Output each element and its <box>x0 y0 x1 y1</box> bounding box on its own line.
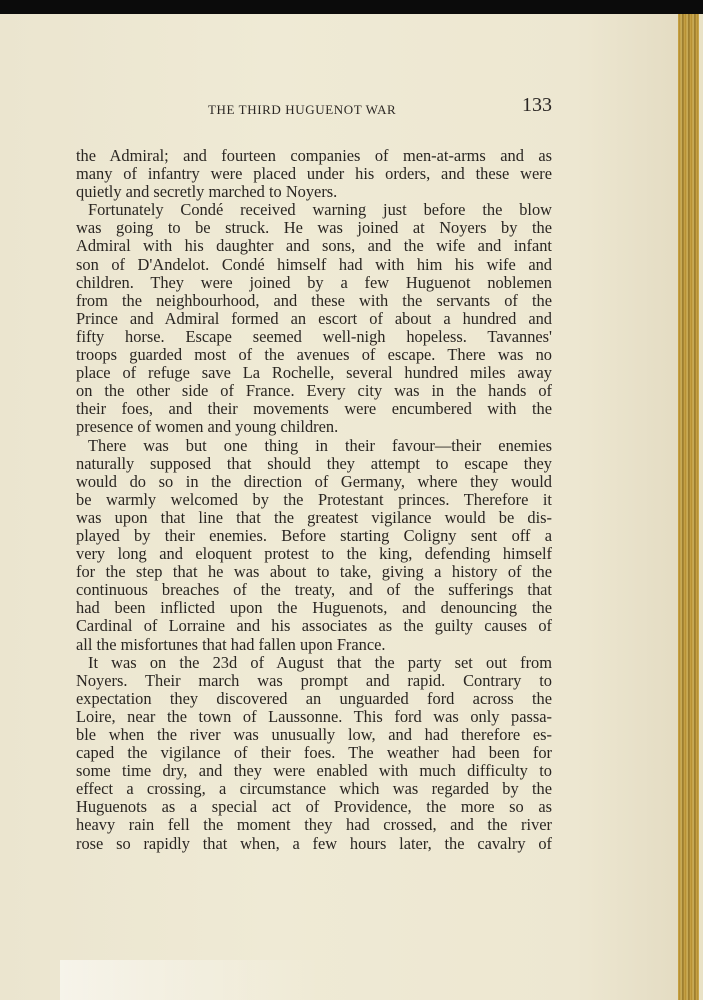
text-line: son of D'Andelot. Condé himself had with him his wife and <box>76 254 552 274</box>
text-line: ble when the river was unusually low, and had therefore es- <box>76 725 552 744</box>
text-line: Noyers. Their march was prompt and rapid. Contrary to <box>76 670 552 690</box>
text-line: would do so in the direction of Germany, where they would <box>76 471 552 491</box>
page-number: 133 <box>522 94 552 116</box>
text-line: be warmly welcomed by the Protestant princes. Therefore it <box>76 489 552 509</box>
text-line: the Admiral; and fourteen companies of men-at-arms and as <box>76 146 552 165</box>
text-line: naturally supposed that should they attempt to escape they <box>76 453 552 473</box>
text-line: children. They were joined by a few Huguenot noblemen <box>76 272 552 292</box>
text-line: effect a crossing, a circumstance which was regarded by the <box>76 779 552 799</box>
text-line: presence of women and young children. <box>76 417 339 437</box>
scan-glare <box>60 960 320 1000</box>
scan-top-border <box>0 0 703 14</box>
text-line: caped the vigilance of their foes. The weather had been for <box>76 743 552 763</box>
text-line: Fortunately Condé received warning just before the blow <box>88 200 552 220</box>
text-line: for the step that he was about to take, giving a history of the <box>76 562 552 582</box>
text-line: Loire, near the town of Laussonne. This ford was only passa- <box>76 706 552 726</box>
text-line: was going to be struck. He was joined at Noyers by the <box>76 218 552 238</box>
running-header <box>76 94 552 118</box>
text-line: very long and eloquent protest to the king, defending himself <box>76 544 552 564</box>
text-line: had been inflicted upon the Huguenots, and denouncing the <box>76 598 552 618</box>
text-line: was upon that line that the greatest vigilance would be dis- <box>76 507 552 527</box>
text-line: expectation they discovered an unguarded ford across the <box>76 688 552 708</box>
text-line: on the other side of France. Every city was in the hands of <box>76 381 552 401</box>
text-line: their foes, and their movements were encumbered with the <box>76 399 552 419</box>
text-line: continuous breaches of the treaty, and of the sufferings that <box>76 580 552 600</box>
text-line: from the neighbourhood, and these with the servants of the <box>76 290 552 310</box>
text-line: rose so rapidly that when, a few hours later, the cavalry of <box>76 833 552 853</box>
page-stack-edges <box>678 14 703 1000</box>
text-line: quietly and secretly marched to Noyers. <box>76 182 338 202</box>
text-line: Huguenots as a special act of Providence, the more so as <box>76 797 552 817</box>
text-line: fifty horse. Escape seemed well-nigh hopeless. Tavannes' <box>76 326 552 346</box>
text-line: Prince and Admiral formed an escort of about a hundred and <box>76 308 552 328</box>
text-line: all the misfortunes that had fallen upon France. <box>76 634 386 654</box>
body-text <box>76 147 552 853</box>
text-line: Admiral with his daughter and sons, and the wife and infant <box>76 236 552 256</box>
running-title: THE THIRD HUGUENOT WAR <box>208 102 397 117</box>
text-line: It was on the 23d of August that the party set out from <box>88 652 552 672</box>
text-line: heavy rain fell the moment they had crossed, and the river <box>76 815 552 835</box>
text-line: played by their enemies. Before starting Coligny sent off a <box>76 525 552 545</box>
text-line: Cardinal of Lorraine and his associates as the guilty causes of <box>76 616 552 636</box>
text-line: troops guarded most of the avenues of escape. There was no <box>76 345 552 365</box>
text-line: some time dry, and they were enabled with much difficulty to <box>76 761 552 781</box>
text-line: many of infantry were placed under his orders, and these were <box>76 164 552 184</box>
text-line: place of refuge save La Rochelle, several hundred miles away <box>76 363 552 383</box>
text-line: There was but one thing in their favour—their enemies <box>88 435 552 455</box>
